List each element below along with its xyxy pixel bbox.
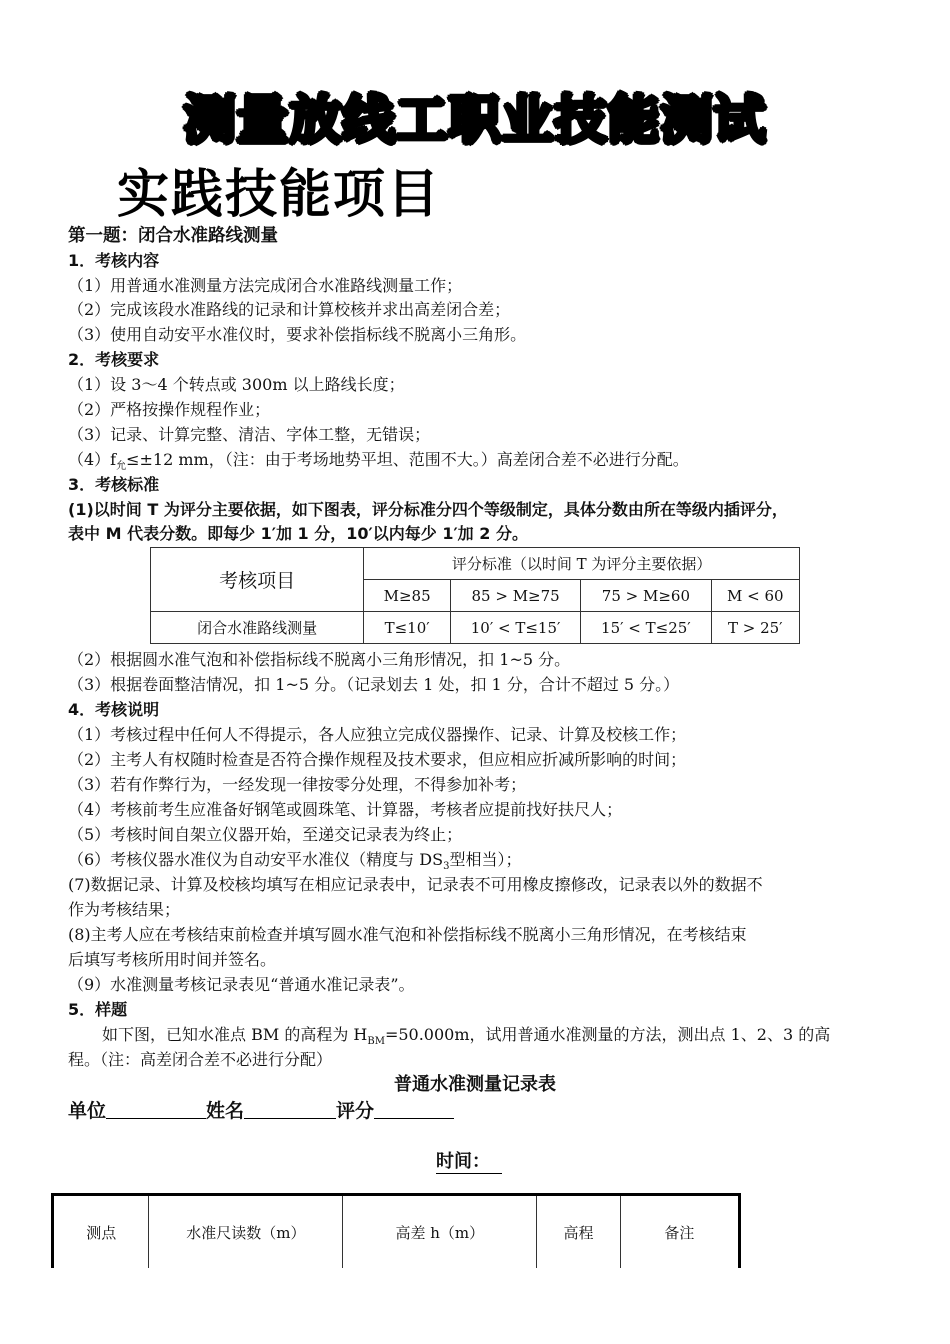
unit-blank[interactable] xyxy=(106,1100,206,1119)
note-item: （5）考核时间自架立仪器开始，至递交记录表为终止； xyxy=(68,825,463,844)
note-item-instrument: （6）考核仪器水准仪为自动安平水准仪（精度与 $DS_3$型相当）； xyxy=(68,850,522,873)
standards-paragraph-line: 表中 M 代表分数。即每少 1′加 1 分，10′以内每少 1′加 2 分。 xyxy=(68,524,528,543)
content-item: （2）完成该段水准路线的记录和计算校核并求出高差闭合差； xyxy=(68,300,511,319)
content-item: （3）使用自动安平水准仪时，要求补偿指标线不脱离小三角形。 xyxy=(68,325,527,344)
document-subtitle: 实践技能项目 xyxy=(117,165,442,225)
standards-paragraph-line: (1)以时间 T 为评分主要依据，如下图表，评分标准分四个等级制定，具体分数由所在等级内插评分， xyxy=(68,500,788,519)
score-level: M < 60 xyxy=(711,580,799,612)
record-form-title: 普通水准测量记录表 xyxy=(394,1074,556,1095)
content-item: （1）用普通水准测量方法完成闭合水准路线测量工作； xyxy=(68,276,463,295)
time-field[interactable]: 时间： xyxy=(436,1147,502,1174)
requirement-item: （3）记录、计算完整、清洁、字体工整，无错误； xyxy=(68,425,431,444)
section-heading-content: 1．考核内容 xyxy=(68,251,160,270)
score-blank[interactable] xyxy=(374,1100,454,1119)
score-row-label: 闭合水准路线测量 xyxy=(151,612,364,644)
sample-question-line: 如下图，已知水准点 BM 的高程为 $H_{BM}=50.000m$，试用普通水准测量的方法，测出点 1、2、3 的高 xyxy=(102,1025,831,1048)
note-item: 后填写考核所用时间并签名。 xyxy=(68,950,277,969)
score-time-range: T > 25′ xyxy=(711,612,799,644)
section-heading-requirements: 2．考核要求 xyxy=(68,350,160,369)
unit-label: 单位 xyxy=(68,1100,107,1122)
problem-heading: 第一题：闭合水准路线测量 xyxy=(68,226,278,246)
score-table-group-header: 评分标准（以时间 T 为评分主要依据） xyxy=(364,548,800,580)
record-column-header: 高程 xyxy=(537,1195,621,1269)
record-column-header: 测点 xyxy=(53,1195,149,1269)
score-label: 评分 xyxy=(336,1100,375,1122)
section-heading-notes: 4．考核说明 xyxy=(68,700,160,719)
note-item: (8)主考人应在考核结束前检查并填写圆水准气泡和补偿指标线不脱离小三角形情况，在考核结束 xyxy=(68,925,747,944)
name-blank[interactable] xyxy=(244,1100,336,1119)
note-item: （2）主考人有权随时检查是否符合操作规程及技术要求，但应相应折减所影响的时间； xyxy=(68,750,687,769)
score-time-range: 15′ < T≤25′ xyxy=(581,612,711,644)
section-heading-sample: 5．样题 xyxy=(68,1000,128,1019)
note-item: （1）考核过程中任何人不得提示，各人应独立完成仪器操作、记录、计算及校核工作； xyxy=(68,725,687,744)
score-level: 75 > M≥60 xyxy=(581,580,711,612)
standard-item: （2）根据圆水准气泡和补偿指标线不脱离小三角形情况，扣 1~5 分。 xyxy=(68,650,571,669)
name-label: 姓名 xyxy=(206,1100,245,1122)
note-item: (7)数据记录、计算及校核均填写在相应记录表中，记录表不可用橡皮擦修改，记录表以外的数据不 xyxy=(68,875,763,894)
note-item: （4）考核前考生应准备好钢笔或圆珠笔、计算器，考核者应提前找好扶尺人； xyxy=(68,800,623,819)
requirement-item: （2）严格按操作规程作业； xyxy=(68,400,271,419)
score-level: M≥85 xyxy=(364,580,451,612)
score-table-item-header: 考核项目 xyxy=(151,548,364,612)
record-column-header: 备注 xyxy=(620,1195,739,1269)
record-form-fields xyxy=(68,1096,454,1123)
score-level: 85 > M≥75 xyxy=(450,580,580,612)
requirement-item-tolerance: $(4)f_允\le\pm 12$ mm，（注：由于考场地势平坦、范围不大。）高差闭合差不必进行分配。 xyxy=(68,450,689,473)
score-time-range: T≤10′ xyxy=(364,612,451,644)
note-item: 作为考核结果； xyxy=(68,900,181,919)
section-heading-standards: 3．考核标准 xyxy=(68,475,160,494)
standard-item: （3）根据卷面整洁情况，扣 1~5 分。（记录划去 1 处，扣 1 分，合计不超过 5 分。） xyxy=(68,675,680,694)
record-column-header: 高差 h（m） xyxy=(343,1195,537,1269)
record-table xyxy=(51,1193,741,1268)
note-item: （3）若有作弊行为，一经发现一律按零分处理，不得参加补考； xyxy=(68,775,527,794)
sample-question-line: 程。（注：高差闭合差不必进行分配） xyxy=(68,1050,333,1069)
requirement-item: （1）设 3～4 个转点或 300m 以上路线长度； xyxy=(68,375,405,394)
document-title: 测量放线工职业技能测试 xyxy=(183,91,767,151)
score-table xyxy=(150,547,800,644)
record-column-header: 水准尺读数（m） xyxy=(149,1195,343,1269)
score-time-range: 10′ < T≤15′ xyxy=(450,612,580,644)
note-item: （9）水准测量考核记录表见“普通水准记录表”。 xyxy=(68,975,415,994)
